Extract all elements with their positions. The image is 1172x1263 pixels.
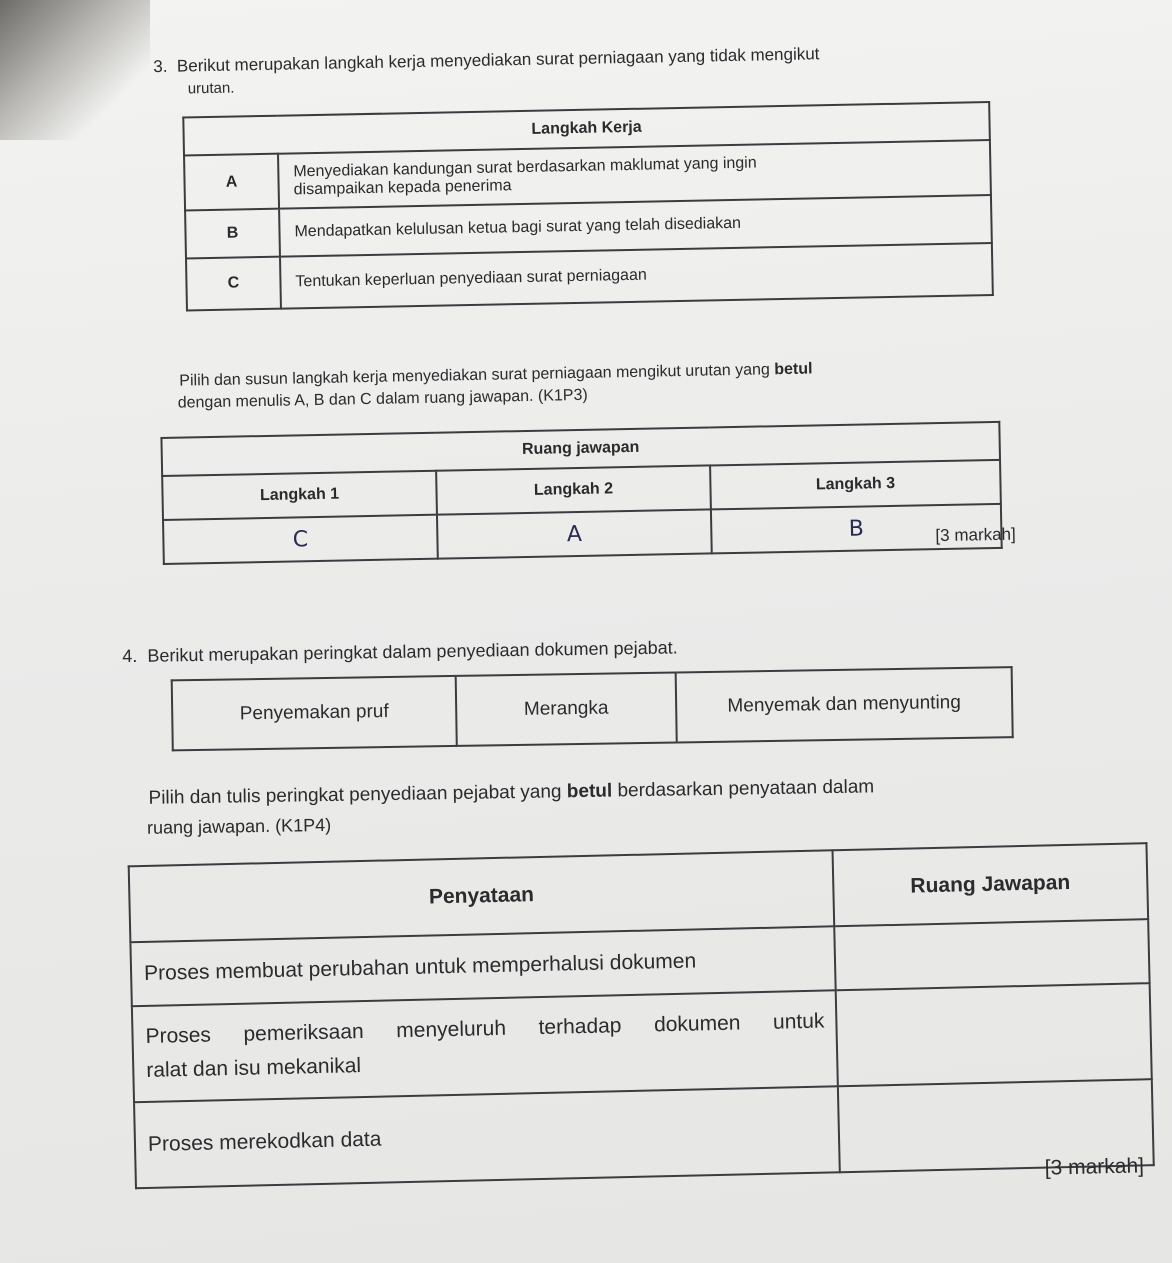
q3-answer-table: [160, 421, 1002, 565]
q3-intro-line1: 3. Berikut merupakan langkah kerja menyediakan surat perniagaan yang tidak mengikut: [153, 44, 820, 77]
q4-intro: 4. Berikut merupakan peringkat dalam penyediaan dokumen pejabat.: [122, 637, 678, 667]
answer-col-3: Langkah 3: [710, 460, 1001, 510]
q4-stages-table: [171, 666, 1014, 751]
q3-marks: [3 markah]: [935, 524, 1016, 546]
step-letter: C: [186, 257, 281, 311]
q3-instruction-line1: Pilih dan susun langkah kerja menyediakan surat perniagaan mengikut urutan yang betul: [179, 360, 813, 390]
stage-box: Merangka: [456, 672, 677, 745]
q4-instruction-line1: Pilih dan tulis peringkat penyediaan pejabat yang betul berdasarkan penyataan dalam: [148, 776, 875, 809]
statement-cell: Proses membuat perubahan untuk memperhalusi dokumen: [130, 926, 835, 1006]
answer-3[interactable]: B: [711, 504, 1002, 554]
stage-box: Menyemak dan menyunting: [676, 667, 1013, 742]
answer-col-1: Langkah 1: [162, 471, 437, 520]
stage-box: Penyemakan pruf: [172, 676, 457, 750]
q3-intro-line2: urutan.: [187, 79, 235, 98]
statement-cell: Proses pemeriksaan menyeluruh terhadap dokumen untuk ralat dan isu mekanikal: [132, 990, 838, 1102]
q4-instruction-line2: ruang jawapan. (K1P4): [146, 814, 332, 838]
langkah-kerja-table: [182, 101, 994, 311]
col-statement: Penyataan: [129, 850, 835, 942]
step-text: Menyediakan kandungan surat berdasarkan maklumat yang ingin disampaikan kepada penerima: [278, 140, 991, 209]
answer-cell[interactable]: [834, 919, 1149, 990]
step-text: Mendapatkan kelulusan ketua bagi surat yang telah disediakan: [279, 195, 992, 257]
col-answer: Ruang Jawapan: [833, 843, 1149, 926]
answer-header: Ruang jawapan: [161, 422, 1000, 476]
answer-1[interactable]: C: [163, 515, 438, 564]
q4-answer-table: [128, 842, 1155, 1189]
answer-col-2: Langkah 2: [436, 465, 711, 514]
statement-cell: Proses merekodkan data: [134, 1086, 840, 1188]
step-text: Tentukan keperluan penyediaan surat perniagaan: [280, 243, 993, 309]
answer-2[interactable]: A: [437, 509, 712, 558]
langkah-kerja-header: Langkah Kerja: [183, 102, 990, 155]
step-letter: B: [185, 209, 280, 259]
step-letter: A: [184, 154, 279, 211]
q4-marks: [3 markah]: [1044, 1154, 1145, 1180]
paper-shadow: [0, 0, 150, 140]
answer-cell[interactable]: [836, 983, 1152, 1086]
q3-instruction-line2: dengan menulis A, B dan C dalam ruang jawapan. (K1P3): [177, 386, 588, 412]
